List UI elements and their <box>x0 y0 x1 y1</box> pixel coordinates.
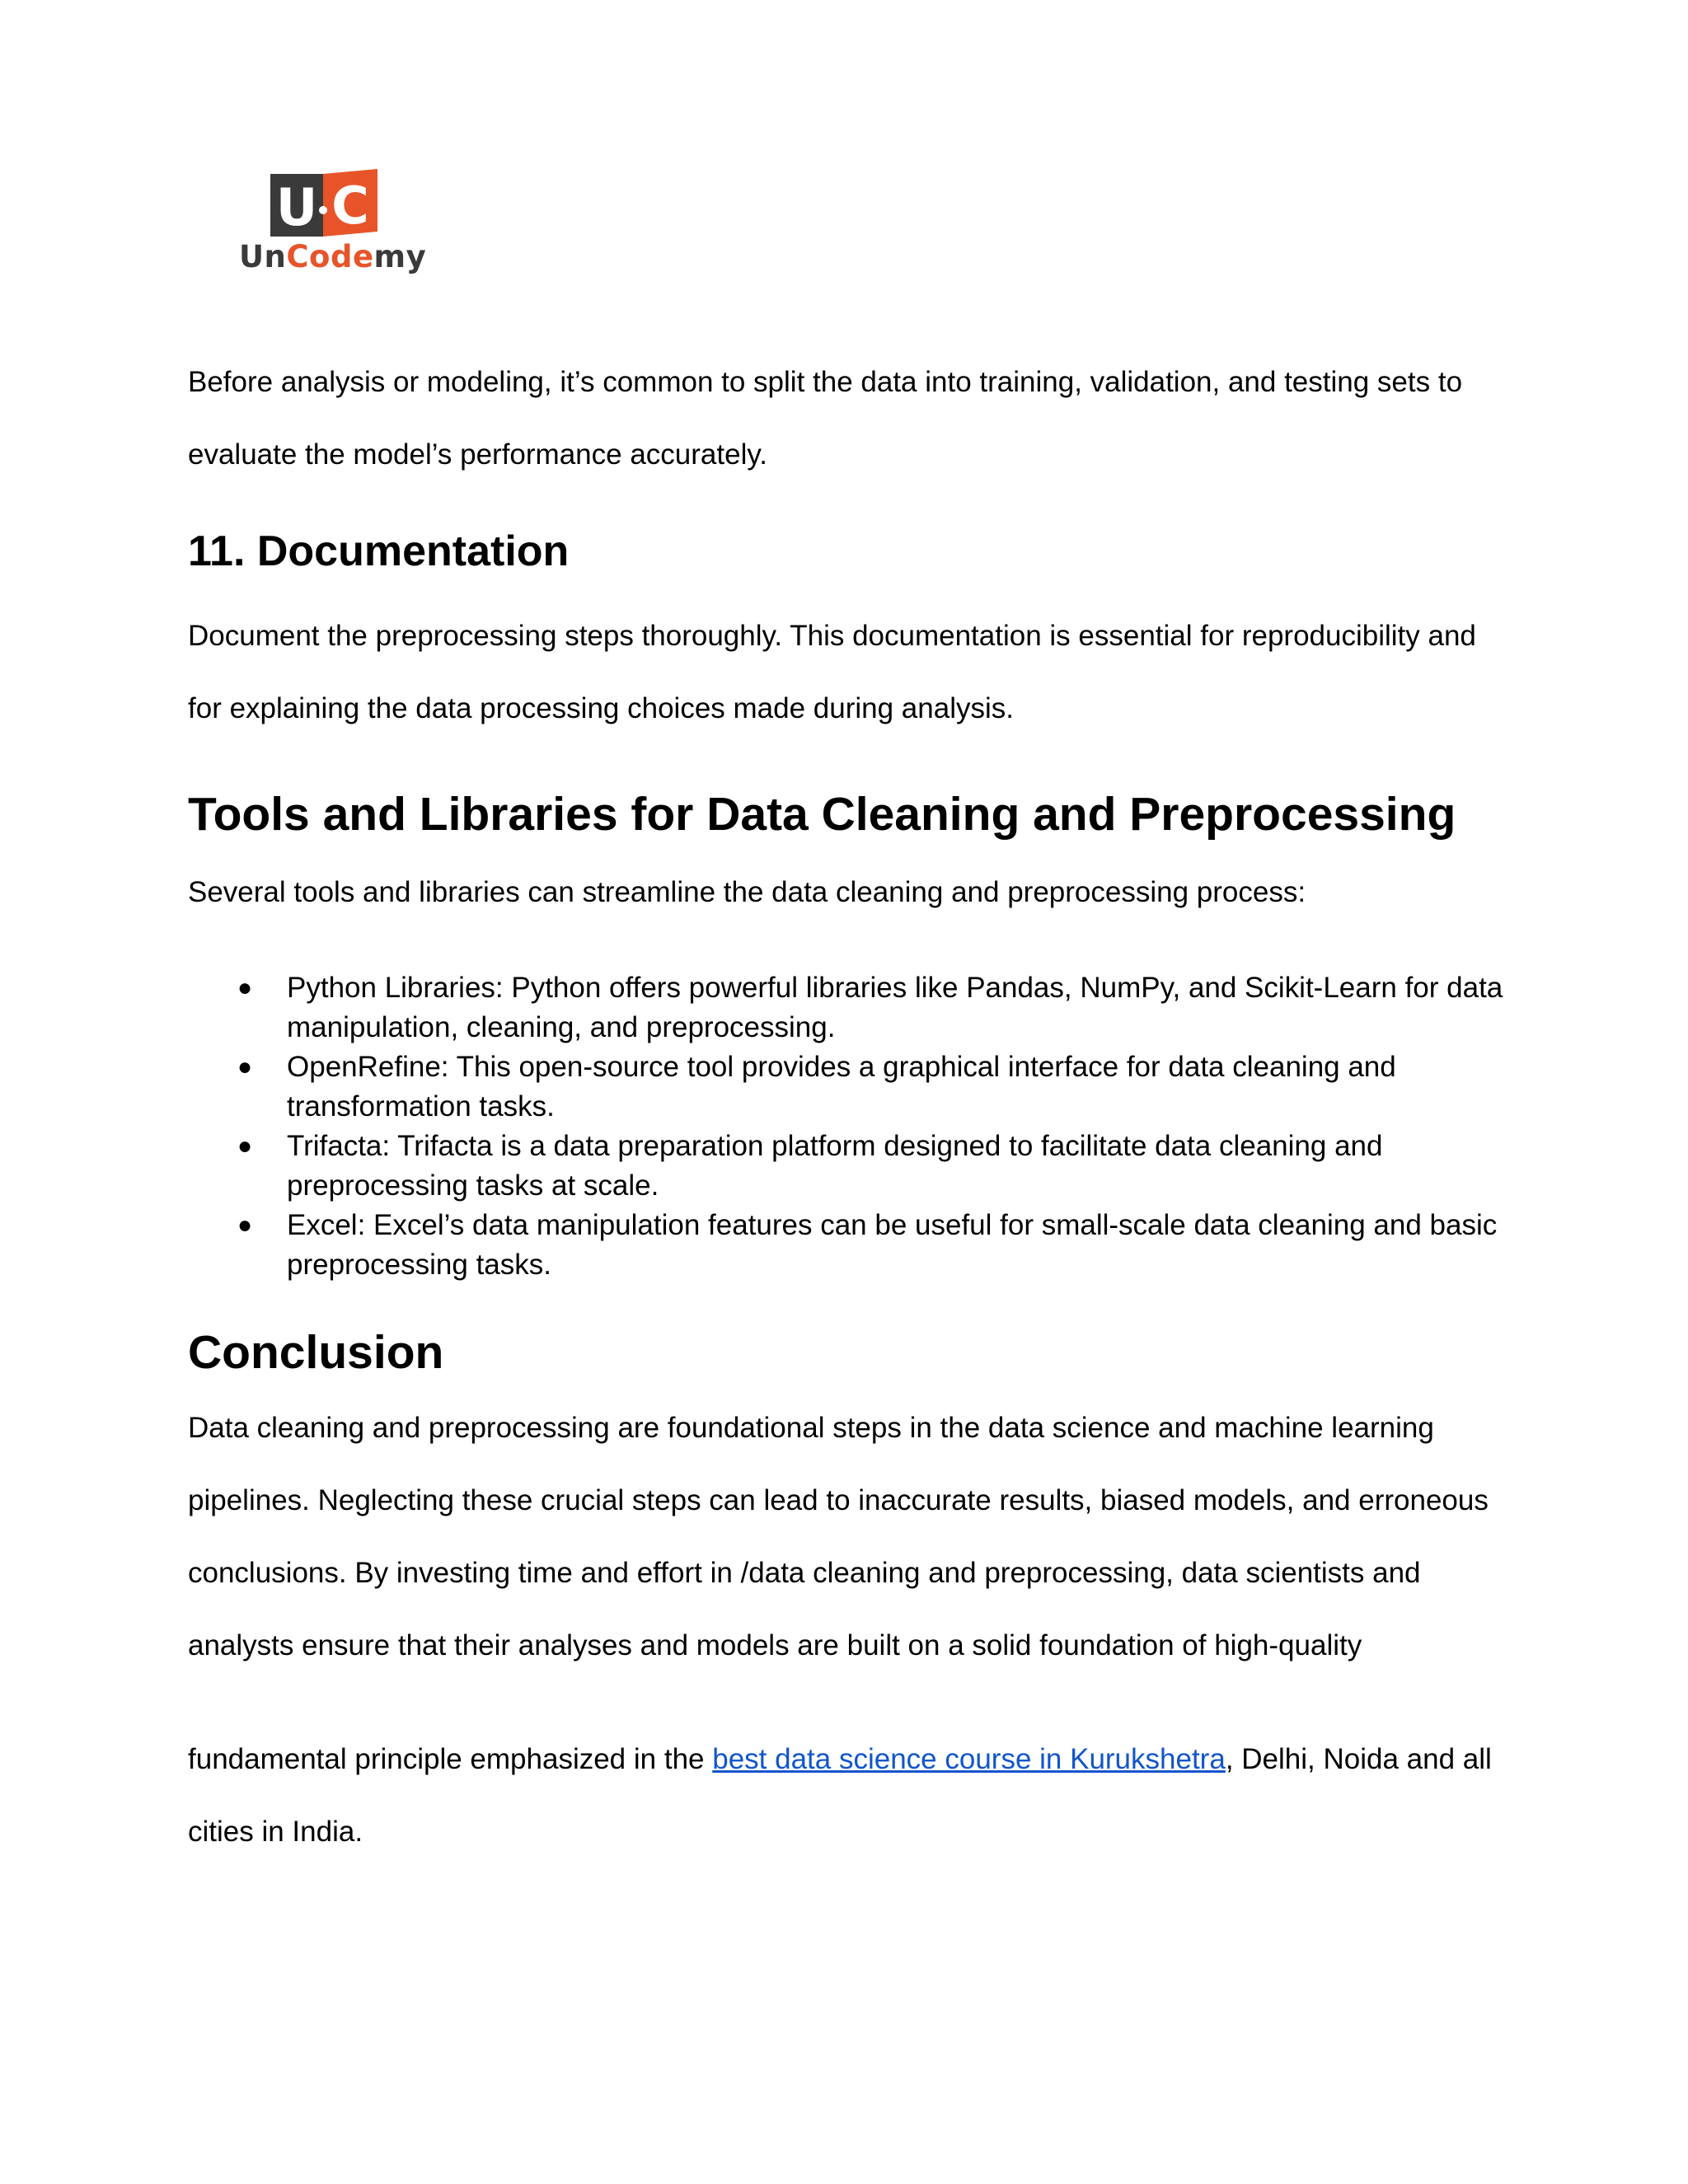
list-item-text: Excel: Excel’s data manipulation features can be useful for small-scale data cleaning and basic preprocessing tasks. <box>287 1208 1498 1281</box>
logo-letter-c: C <box>331 176 369 236</box>
tools-heading: Tools and Libraries for Data Cleaning and Preprocessing <box>188 788 1456 841</box>
logo-letter-u: U <box>275 177 318 237</box>
bullet-icon: ● <box>237 1132 253 1160</box>
closing-text-after: , Delhi, Noida and all cities in India. <box>188 1743 1492 1849</box>
list-item <box>188 1047 1507 1127</box>
uc-logo-mark <box>270 169 377 237</box>
bullet-icon: ● <box>237 973 253 1001</box>
documentation-paragraph: Document the preprocessing steps thoroughly. This documentation is essential for reproducibility and for explaining the data processing choices made during analysis. <box>188 620 1476 725</box>
list-item <box>188 1127 1507 1206</box>
closing-text-before: fundamental principle emphasized in the <box>188 1743 713 1776</box>
documentation-heading: 11. Documentation <box>188 527 570 575</box>
tools-intro-paragraph: Several tools and libraries can streamline the data cleaning and preprocessing process: <box>188 875 1306 908</box>
list-item-text: Python Libraries: Python offers powerful libraries like Pandas, NumPy, and Scikit-Learn for data manipulation, cleaning, and preprocessing. <box>287 971 1503 1043</box>
document-content <box>188 346 1507 1868</box>
bullet-icon: ● <box>237 1211 253 1239</box>
course-link[interactable]: best data science course in Kurukshetra <box>712 1743 1226 1776</box>
uncodemy-logo <box>237 169 427 284</box>
logo-wordmark-my: my <box>373 239 427 274</box>
list-item <box>188 968 1507 1047</box>
list-item-text: Trifacta: Trifacta is a data preparation platform designed to facilitate data cleaning and preprocessing tasks at scale. <box>287 1129 1383 1202</box>
conclusion-paragraph: Data cleaning and preprocessing are foundational steps in the data science and machine learning pipelines. Neglecting these crucial steps can lead to inaccurate results, biased models, and erroneous conclusions. By investing time and effort in /data cleaning and preprocessing, data scientists and analysts ensure that their analyses and models are built on a solid foundation of high-quality <box>188 1412 1489 1662</box>
list-item-text: OpenRefine: This open-source tool provides a graphical interface for data cleaning and transformation tasks. <box>287 1050 1396 1122</box>
intro-paragraph: Before analysis or modeling, it’s common to split the data into training, validation, and testing sets to evaluate the model’s performance accurately. <box>188 366 1463 471</box>
list-item <box>188 1206 1507 1285</box>
tools-list <box>188 968 1507 1285</box>
logo-wordmark <box>239 241 426 272</box>
logo-wordmark-un: Un <box>239 239 287 274</box>
closing-paragraph <box>188 1723 1507 1868</box>
logo-wordmark-code: Code <box>286 239 374 274</box>
bullet-icon: ● <box>237 1052 253 1080</box>
conclusion-heading: Conclusion <box>188 1325 444 1379</box>
